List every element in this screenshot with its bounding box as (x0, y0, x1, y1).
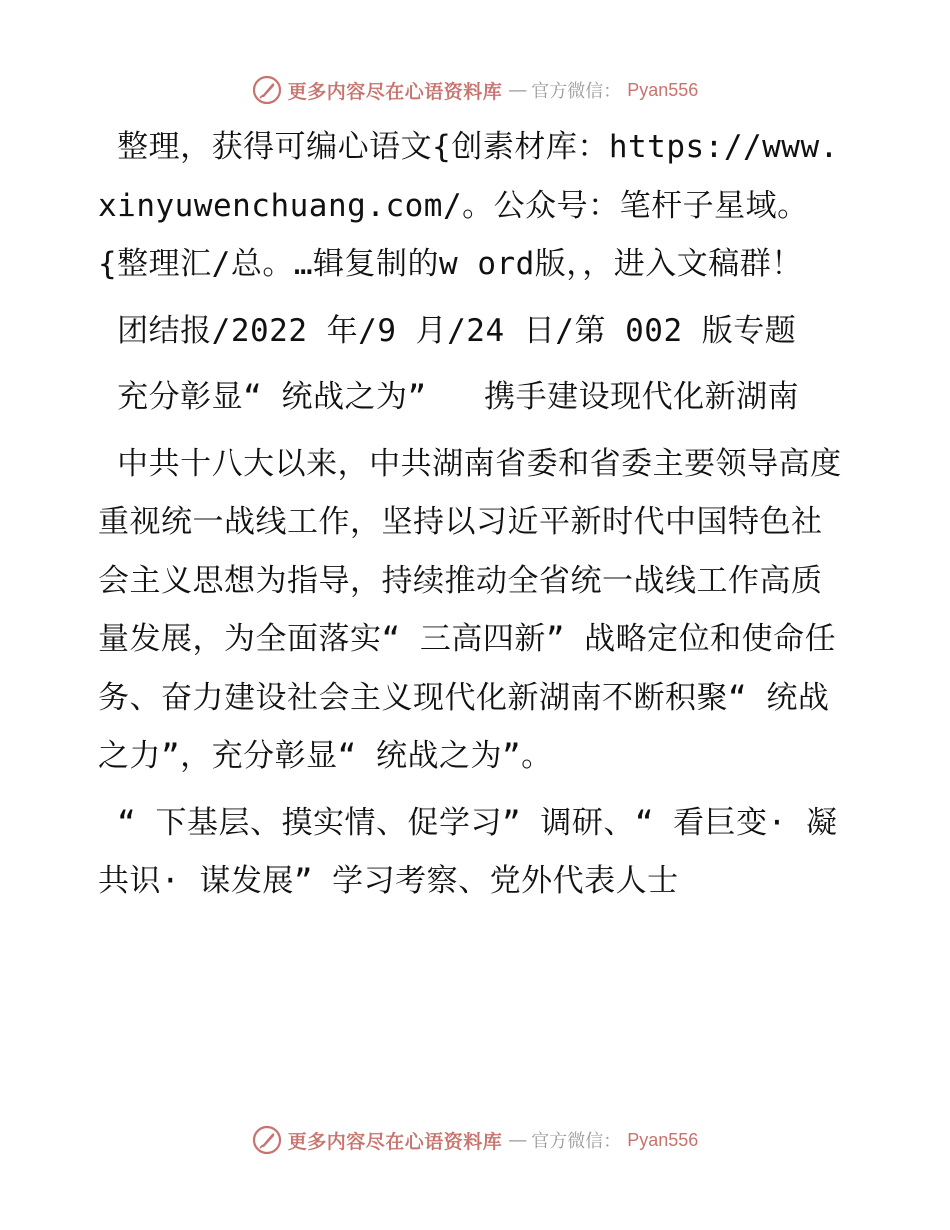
feather-pen-logo-icon (252, 75, 282, 105)
banner-separator: — (508, 1129, 526, 1151)
banner-separator: — (508, 79, 526, 101)
banner-wechat-handle: Pyan556 (627, 1129, 699, 1150)
document-body (98, 118, 850, 919)
intro-paragraph: 整理，获得可编心语文{创素材库：https://www.xinyuwenchuang.com/。公众号：笔杆子星域。{整理汇/总。…辑复制的w ord版，，进入文稿群！ (98, 129, 839, 282)
article-title: 充分彰显“ 统战之为” 携手建设现代化新湖南 (98, 379, 800, 415)
header-banner (0, 72, 950, 108)
banner-wechat-handle: Pyan556 (627, 79, 699, 100)
banner-promo-text: 更多内容尽在心语资料库 (287, 80, 503, 103)
body-paragraph: “ 下基层、摸实情、促学习” 调研、“ 看巨变· 凝共识· 谋发展” 学习考察、党外代表人士 (98, 804, 838, 899)
footer-banner (0, 1122, 950, 1158)
banner-official-label: 官方微信： (531, 81, 622, 102)
source-line: 团结报/2022 年/9 月/24 日/第 002 版专题 (98, 312, 797, 349)
feather-pen-logo-icon (252, 1125, 282, 1155)
banner-promo-text: 更多内容尽在心语资料库 (287, 1130, 503, 1153)
body-paragraph: 中共十八大以来，中共湖南省委和省委主要领导高度重视统一战线工作，坚持以习近平新时代中国特色社会主义思想为指导，持续推动全省统一战线工作高质量发展，为全面落实“ 三高四新” 战略定位和使命任务、奋力建设社会主义现代化新湖南不断积聚“ 统战之力”，充分彰显“ 统战之为”。 (98, 445, 842, 774)
banner-official-label: 官方微信： (531, 1131, 622, 1152)
